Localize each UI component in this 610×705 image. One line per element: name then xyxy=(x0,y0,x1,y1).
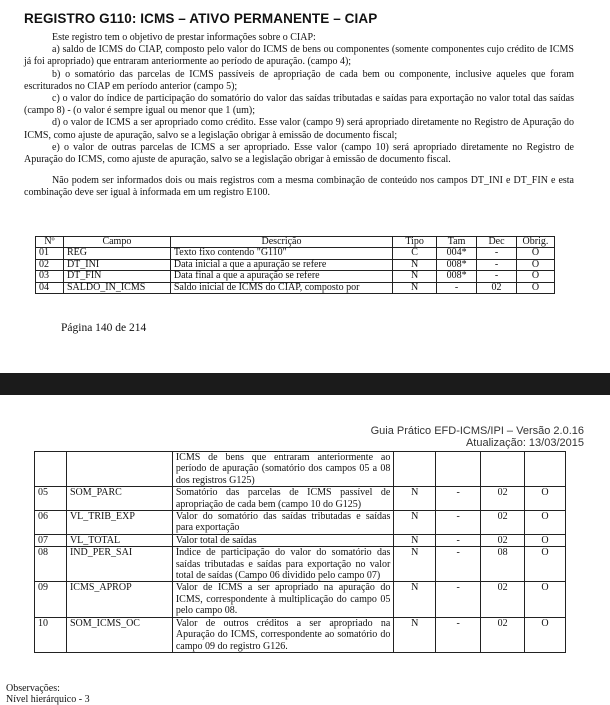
cell-no: 06 xyxy=(35,511,67,535)
cell-campo: VL_TOTAL xyxy=(66,534,172,546)
cell-tam: 008* xyxy=(437,271,477,282)
cell-dec: - xyxy=(477,248,517,259)
cell-dec: 02 xyxy=(481,617,525,652)
cell-campo: IND_PER_SAI xyxy=(66,547,172,582)
cell-tipo: N xyxy=(394,487,436,511)
cell-no: 08 xyxy=(35,547,67,582)
cell-tam: 008* xyxy=(437,259,477,270)
cell-tipo: N xyxy=(393,259,437,270)
cell-tam: 004* xyxy=(437,248,477,259)
hierarchy-level: Nível hierárquico - 3 xyxy=(6,694,90,705)
header-no: Nº xyxy=(36,237,64,248)
cell-tipo: C xyxy=(393,248,437,259)
cell-campo: SOM_ICMS_OC xyxy=(66,617,172,652)
intro-item-b: b) o somatório das parcelas de ICMS passíveis de apropriação de cada bem ou componente, inclusive aqueles que foram escriturados no CIAP em período anterior (campo 5); xyxy=(24,68,574,92)
cell-no: 02 xyxy=(36,259,64,270)
cell-no: 05 xyxy=(35,487,67,511)
cell-obrig xyxy=(525,452,566,487)
cell-tipo: N xyxy=(393,271,437,282)
page-number: Página 140 de 214 xyxy=(61,322,147,334)
intro-item-c: c) o valor do índice de participação do somatório do valor das saídas tributadas e saídas para exportação no valor total das saídas (campo 8) - (o valor é sempre igual ou menor que 1 (um); xyxy=(24,93,574,117)
cell-tipo: N xyxy=(394,534,436,546)
cell-obrig: O xyxy=(516,271,554,282)
table-row xyxy=(35,582,566,617)
cell-campo: SOM_PARC xyxy=(66,487,172,511)
table-row xyxy=(36,248,555,259)
header-tam: Tam xyxy=(437,237,477,248)
cell-tam: - xyxy=(436,487,481,511)
cell-campo xyxy=(66,452,172,487)
header-campo: Campo xyxy=(63,237,170,248)
cell-tipo: N xyxy=(394,511,436,535)
cell-dec: 02 xyxy=(481,534,525,546)
cell-tam: - xyxy=(437,282,477,293)
table-row xyxy=(35,487,566,511)
cell-campo: DT_INI xyxy=(63,259,170,270)
cell-tam: - xyxy=(436,617,481,652)
cell-tam xyxy=(436,452,481,487)
intro-item-e: e) o valor de outras parcelas de ICMS a ser apropriado. Esse valor (campo 10) será apropriado diretamente no Registro de Apuração do ICMS, como ajuste de apuração, salvo se a legislação obrigar à emissão de documento fiscal. xyxy=(24,141,574,166)
observacoes-label: Observações: xyxy=(6,683,60,694)
cell-descricao: Data final a que a apuração se refere xyxy=(170,271,392,282)
table-row xyxy=(36,282,555,293)
register-description xyxy=(24,32,574,200)
cell-descricao: Índice de participação do valor do somatório das saídas tributadas e saídas para exportação no valor total de saídas (Campo 06 dividido pelo campo 07) xyxy=(172,547,394,582)
cell-obrig: O xyxy=(516,259,554,270)
guide-version: Guia Prático EFD-ICMS/IPI – Versão 2.0.16 xyxy=(370,425,584,437)
cell-no: 09 xyxy=(35,582,67,617)
cell-no: 10 xyxy=(35,617,67,652)
cell-descricao: Valor total de saídas xyxy=(172,534,394,546)
table-row xyxy=(35,547,566,582)
cell-no: 07 xyxy=(35,534,67,546)
cell-tipo: N xyxy=(394,582,436,617)
cell-dec: 02 xyxy=(481,582,525,617)
cell-no xyxy=(35,452,67,487)
fields-table-top xyxy=(35,236,555,294)
cell-tipo: N xyxy=(393,282,437,293)
header-tipo: Tipo xyxy=(393,237,437,248)
cell-dec: 02 xyxy=(481,511,525,535)
cell-no: 03 xyxy=(36,271,64,282)
cell-dec: 02 xyxy=(477,282,517,293)
intro-note: Não podem ser informados dois ou mais registros com a mesma combinação de conteúdo nos campos DT_INI e DT_FIN e esta combinação deve ser igual à informada em um registro E100. xyxy=(24,175,574,199)
cell-descricao: ICMS de bens que entraram anteriormente ao período de apuração (somatório dos campos 05 a 08 dos registros G125) xyxy=(172,452,394,487)
cell-tipo: N xyxy=(394,547,436,582)
cell-descricao: Saldo inicial de ICMS do CIAP, composto por xyxy=(170,282,392,293)
cell-obrig: O xyxy=(516,248,554,259)
cell-dec: - xyxy=(477,259,517,270)
fields-table-bottom xyxy=(34,451,566,653)
cell-descricao: Somatório das parcelas de ICMS passível de apropriação de cada bem (campo 10 do G125) xyxy=(172,487,394,511)
cell-obrig: O xyxy=(525,617,566,652)
intro-item-d: d) o valor de ICMS a ser apropriado como crédito. Esse valor (campo 9) será apropriado diretamente no Registro de Apuração do ICMS, como ajuste de apuração, salvo se a legislação obrigar à emissão de documento fiscal; xyxy=(24,117,574,141)
table-row xyxy=(35,617,566,652)
table-row xyxy=(35,452,566,487)
cell-tam: - xyxy=(436,582,481,617)
header-obrig: Obrig. xyxy=(516,237,554,248)
cell-obrig: O xyxy=(525,582,566,617)
cell-dec: 02 xyxy=(481,487,525,511)
cell-tam: - xyxy=(436,511,481,535)
cell-campo: ICMS_APROP xyxy=(66,582,172,617)
intro-item-a: a) saldo de ICMS do CIAP, composto pelo valor do ICMS de bens ou componentes (somente componentes cujo crédito de ICMS já foi apropriado) que entraram anteriormente ao período de apuração. (campo 4); xyxy=(24,44,574,68)
cell-tipo: N xyxy=(394,617,436,652)
cell-no: 01 xyxy=(36,248,64,259)
table-row xyxy=(36,259,555,270)
cell-campo: SALDO_IN_ICMS xyxy=(63,282,170,293)
cell-campo: VL_TRIB_EXP xyxy=(66,511,172,535)
update-date: Atualização: 13/03/2015 xyxy=(465,437,584,449)
intro-lead: Este registro tem o objetivo de prestar informações sobre o CIAP: xyxy=(52,32,316,43)
cell-obrig: O xyxy=(525,534,566,546)
page-separator xyxy=(0,373,610,395)
page-header xyxy=(371,425,584,449)
cell-dec: - xyxy=(477,271,517,282)
cell-obrig: O xyxy=(525,487,566,511)
cell-descricao: Valor do somatório das saídas tributadas e saídas para exportação xyxy=(172,511,394,535)
cell-descricao: Valor de outros créditos a ser apropriado na Apuração do ICMS, correspondente ao somatório do campo 09 do registro G126. xyxy=(172,617,394,652)
cell-tam: - xyxy=(436,547,481,582)
cell-obrig: O xyxy=(516,282,554,293)
cell-campo: DT_FIN xyxy=(63,271,170,282)
table-row xyxy=(35,534,566,546)
register-title: REGISTRO G110: ICMS – ATIVO PERMANENTE – CIAP xyxy=(24,11,378,26)
header-descricao: Descrição xyxy=(170,237,392,248)
cell-descricao: Valor de ICMS a ser apropriado na apuração do ICMS, correspondente à multiplicação do campo 05 pelo campo 08. xyxy=(172,582,394,617)
cell-descricao: Data inicial a que a apuração se refere xyxy=(170,259,392,270)
cell-dec: 08 xyxy=(481,547,525,582)
cell-descricao: Texto fixo contendo "G110" xyxy=(170,248,392,259)
cell-obrig: O xyxy=(525,511,566,535)
table-row xyxy=(35,511,566,535)
table-row xyxy=(36,271,555,282)
cell-tipo xyxy=(394,452,436,487)
cell-tam: - xyxy=(436,534,481,546)
table-header-row xyxy=(36,237,555,248)
header-dec: Dec xyxy=(477,237,517,248)
cell-no: 04 xyxy=(36,282,64,293)
cell-dec xyxy=(481,452,525,487)
cell-obrig: O xyxy=(525,547,566,582)
cell-campo: REG xyxy=(63,248,170,259)
